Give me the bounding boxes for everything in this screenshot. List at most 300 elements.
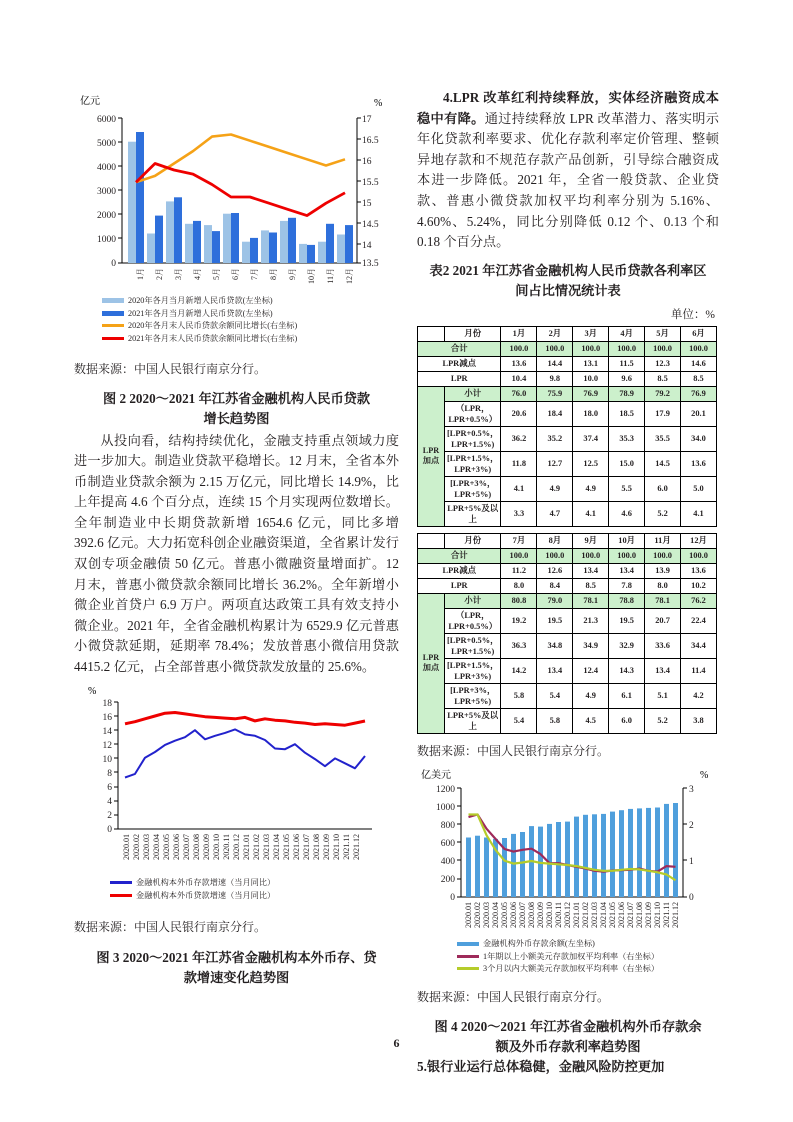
cell: 10.4 bbox=[501, 371, 537, 386]
cell: 5.2 bbox=[645, 501, 681, 526]
row-label: LPR+5%及以上 bbox=[444, 501, 501, 526]
cell: 10.0 bbox=[573, 371, 609, 386]
cell: 6.0 bbox=[645, 476, 681, 501]
legend-label: 金融机构本外币存款增速（当月同比） bbox=[136, 878, 276, 888]
table-row bbox=[418, 386, 717, 401]
cell: 78.1 bbox=[573, 593, 609, 608]
cell: 10.2 bbox=[681, 578, 717, 593]
svg-text:8月: 8月 bbox=[269, 268, 278, 280]
cell: 8.5 bbox=[573, 578, 609, 593]
svg-text:14.5: 14.5 bbox=[362, 220, 379, 230]
figure-2-svg bbox=[74, 88, 399, 293]
cell: 9.8 bbox=[537, 371, 573, 386]
svg-text:2020.04: 2020.04 bbox=[152, 833, 161, 860]
fig4-y2-unit: % bbox=[700, 769, 709, 781]
cell: 5.0 bbox=[681, 476, 717, 501]
cell: 12.6 bbox=[537, 563, 573, 578]
table-row bbox=[418, 593, 717, 608]
table-2-wrapper bbox=[417, 326, 719, 734]
svg-text:9月: 9月 bbox=[288, 268, 297, 280]
cell: 21.3 bbox=[573, 608, 609, 633]
svg-text:2020.03: 2020.03 bbox=[142, 833, 151, 860]
cell: 100.0 bbox=[609, 548, 645, 563]
fig3-line-deposits bbox=[125, 729, 365, 777]
svg-text:2021.03: 2021.03 bbox=[262, 833, 271, 860]
svg-text:16.5: 16.5 bbox=[362, 136, 379, 146]
cell: 13.6 bbox=[681, 563, 717, 578]
header-month-2: 2月 bbox=[537, 326, 573, 341]
svg-text:6月: 6月 bbox=[231, 268, 240, 280]
header-month-6: 6月 bbox=[681, 326, 717, 341]
row-label: LPR+5%及以上 bbox=[444, 708, 501, 733]
legend-swatch-bar-2020 bbox=[102, 298, 124, 303]
table-row bbox=[418, 451, 717, 476]
cell: 5.8 bbox=[537, 708, 573, 733]
table-2-source: 数据来源：中国人民银行南京分行。 bbox=[417, 743, 610, 758]
table-2-caption-line1: 表2 2021 年江苏省金融机构人民币贷款各利率区 bbox=[429, 262, 707, 278]
figure-2-caption-line1: 图 2 2020～2021 年江苏省金融机构人民币贷款 bbox=[102, 390, 371, 406]
row-label: （LPR，LPR+0.5%） bbox=[444, 608, 501, 633]
cell: 12.5 bbox=[573, 451, 609, 476]
cell: 13.4 bbox=[573, 563, 609, 578]
fig4-bars-fx-deposits bbox=[466, 803, 678, 897]
svg-text:18: 18 bbox=[102, 698, 112, 709]
svg-text:2021.02: 2021.02 bbox=[581, 901, 590, 928]
legend-label: 2020年各月当月新增人民币贷款(左坐标) bbox=[128, 296, 273, 305]
cell: 79.0 bbox=[537, 593, 573, 608]
figure-4-caption-line1: 图 4 2020～2021 年江苏省金融机构外币存款余 bbox=[434, 1019, 702, 1035]
cell: 20.6 bbox=[501, 401, 537, 426]
cell: 13.6 bbox=[681, 451, 717, 476]
row-label: （LPR，LPR+0.5%） bbox=[444, 401, 501, 426]
cell: 20.1 bbox=[681, 401, 717, 426]
cell: 34.0 bbox=[681, 426, 717, 451]
header-month-4: 4月 bbox=[609, 326, 645, 341]
cell: 79.2 bbox=[645, 386, 681, 401]
row-label: 小计 bbox=[444, 386, 501, 401]
table-row bbox=[418, 341, 717, 356]
cell: 8.5 bbox=[681, 371, 717, 386]
svg-text:2000: 2000 bbox=[97, 211, 116, 221]
table-row bbox=[418, 401, 717, 426]
lpr-addon-line1: LPR bbox=[422, 446, 440, 456]
row-label: 小计 bbox=[444, 593, 501, 608]
table-row bbox=[418, 548, 717, 563]
svg-text:0: 0 bbox=[111, 259, 116, 269]
cell: 20.7 bbox=[645, 608, 681, 633]
svg-text:1200: 1200 bbox=[436, 784, 455, 795]
cell: 78.1 bbox=[645, 593, 681, 608]
svg-text:2021.10: 2021.10 bbox=[332, 833, 341, 860]
svg-text:2: 2 bbox=[107, 810, 112, 821]
cell: 13.4 bbox=[609, 563, 645, 578]
svg-text:2020.07: 2020.07 bbox=[518, 901, 527, 928]
svg-text:17: 17 bbox=[362, 115, 372, 125]
svg-text:2020.11: 2020.11 bbox=[554, 901, 563, 928]
table-2-unit: 单位：% bbox=[670, 308, 715, 321]
cell: 13.4 bbox=[537, 658, 573, 683]
cell: 34.9 bbox=[573, 633, 609, 658]
svg-text:2020.05: 2020.05 bbox=[162, 833, 171, 860]
svg-text:2021.06: 2021.06 bbox=[292, 833, 301, 860]
svg-text:2021.01: 2021.01 bbox=[242, 833, 251, 860]
cell: 14.2 bbox=[501, 658, 537, 683]
cell: 34.4 bbox=[681, 633, 717, 658]
legend-item bbox=[457, 963, 719, 974]
table-row bbox=[418, 371, 717, 386]
header-blank-cell bbox=[418, 326, 445, 341]
row-label: 合计 bbox=[418, 548, 501, 563]
header-month-label: 月份 bbox=[444, 326, 501, 341]
legend-label: 2021年各月末人民币贷款余额同比增长(右坐标) bbox=[128, 333, 298, 343]
fig4-x-ticks bbox=[464, 902, 680, 928]
cell: 15.0 bbox=[609, 451, 645, 476]
row-label: LPR减点 bbox=[418, 356, 501, 371]
cell: 4.7 bbox=[537, 501, 573, 526]
svg-text:2021.12: 2021.12 bbox=[671, 901, 680, 928]
svg-text:200: 200 bbox=[440, 874, 455, 885]
svg-text:0: 0 bbox=[450, 892, 455, 903]
cell: 13.6 bbox=[501, 356, 537, 371]
svg-text:3000: 3000 bbox=[97, 187, 116, 197]
svg-text:2021.04: 2021.04 bbox=[272, 833, 281, 860]
figure-4-source: 数据来源：中国人民银行南京分行。 bbox=[417, 990, 610, 1005]
figure-3-svg bbox=[74, 682, 399, 882]
fig2-line-2020 bbox=[136, 135, 345, 183]
svg-text:2021.09: 2021.09 bbox=[322, 833, 331, 860]
cell: 75.9 bbox=[537, 386, 573, 401]
cell: 35.2 bbox=[537, 426, 573, 451]
svg-text:2021.08: 2021.08 bbox=[312, 833, 321, 860]
cell: 18.0 bbox=[573, 401, 609, 426]
figure-3-caption-line1: 图 3 2020～2021 年江苏省金融机构本外币存、贷 bbox=[96, 949, 377, 965]
svg-text:2020.09: 2020.09 bbox=[202, 833, 211, 860]
left-column bbox=[74, 88, 399, 988]
cell: 34.8 bbox=[537, 633, 573, 658]
svg-text:12: 12 bbox=[102, 740, 112, 751]
cell: 4.9 bbox=[537, 476, 573, 501]
header-month-8: 8月 bbox=[537, 533, 573, 548]
svg-text:5月: 5月 bbox=[212, 268, 221, 280]
cell: 100.0 bbox=[537, 548, 573, 563]
table-2-caption-line2: 间占比情况统计表 bbox=[515, 282, 621, 298]
cell: 12.4 bbox=[573, 658, 609, 683]
svg-text:2月: 2月 bbox=[155, 268, 164, 280]
cell: 100.0 bbox=[609, 341, 645, 356]
lpr-section-body: 通过持续释放 LPR 改革潜力、落实明示年化贷款利率要求、优化存款利率定价管理、整顿异地存款和不规范存款产品创新，引导综合融资成本进一步降低。2021 年，全省一般贷款、企业贷款、普惠小微贷款加权平均利率分别为 5.16%、4.60%、5.24%，同比分别降低 0.12 个、0.13 个和 0.18 个百分点。 bbox=[417, 110, 719, 250]
cell: 22.4 bbox=[681, 608, 717, 633]
cell: 100.0 bbox=[501, 341, 537, 356]
row-label: LPR减点 bbox=[418, 563, 501, 578]
cell: 14.6 bbox=[681, 356, 717, 371]
lpr-table-second-half bbox=[417, 533, 717, 734]
cell: 36.2 bbox=[501, 426, 537, 451]
svg-text:2020.03: 2020.03 bbox=[482, 901, 491, 928]
svg-text:16: 16 bbox=[102, 712, 112, 723]
cell: 78.8 bbox=[609, 593, 645, 608]
cell: 100.0 bbox=[573, 548, 609, 563]
cell: 6.1 bbox=[609, 683, 645, 708]
svg-text:2021.07: 2021.07 bbox=[626, 901, 635, 928]
header-month-11: 11月 bbox=[645, 533, 681, 548]
cell: 100.0 bbox=[645, 548, 681, 563]
legend-item bbox=[457, 951, 719, 962]
svg-text:2021.08: 2021.08 bbox=[635, 901, 644, 928]
fig4-line-large-usd-rate bbox=[469, 814, 676, 880]
fig2-right-axis bbox=[362, 115, 379, 269]
table-row bbox=[418, 563, 717, 578]
row-label: [LPR+0.5%，LPR+1.5%) bbox=[444, 633, 501, 658]
svg-text:14: 14 bbox=[102, 726, 112, 737]
svg-text:10: 10 bbox=[102, 754, 112, 765]
svg-text:2021.12: 2021.12 bbox=[352, 833, 361, 860]
table-row bbox=[418, 608, 717, 633]
cell: 8.4 bbox=[537, 578, 573, 593]
svg-text:0: 0 bbox=[107, 824, 112, 835]
cell: 8.5 bbox=[645, 371, 681, 386]
svg-text:2021.11: 2021.11 bbox=[662, 901, 671, 928]
figure-2-chart bbox=[74, 88, 399, 293]
fig2-x-ticks bbox=[136, 268, 354, 284]
lpr-addon-line2: 加点 bbox=[422, 456, 440, 466]
svg-text:2020.11: 2020.11 bbox=[222, 833, 231, 860]
cell: 100.0 bbox=[573, 341, 609, 356]
next-section-heading: 5.银行业运行总体稳健，金融风险防控更加 bbox=[417, 1059, 665, 1075]
svg-text:15.5: 15.5 bbox=[362, 178, 379, 188]
svg-text:2020.02: 2020.02 bbox=[473, 901, 482, 928]
legend-item bbox=[102, 308, 399, 319]
cell: 6.0 bbox=[609, 708, 645, 733]
row-label: [LPR+0.5%，LPR+1.5%) bbox=[444, 426, 501, 451]
cell: 8.0 bbox=[501, 578, 537, 593]
svg-text:1: 1 bbox=[689, 856, 694, 867]
cell: 4.5 bbox=[573, 708, 609, 733]
cell: 35.3 bbox=[609, 426, 645, 451]
lpr-section-paragraph bbox=[417, 88, 719, 253]
svg-text:2021.05: 2021.05 bbox=[608, 901, 617, 928]
svg-text:2020.02: 2020.02 bbox=[132, 833, 141, 860]
legend-swatch-line-2020 bbox=[102, 324, 124, 327]
svg-text:2020.09: 2020.09 bbox=[536, 901, 545, 928]
svg-text:2021.03: 2021.03 bbox=[590, 901, 599, 928]
svg-text:400: 400 bbox=[440, 856, 455, 867]
cell: 76.2 bbox=[681, 593, 717, 608]
fig2-y-unit: 亿元 bbox=[80, 96, 100, 107]
lpr-section-heading: 4.LPR 改革红利持续释放，实体经济融资成本稳中有降。 bbox=[417, 90, 719, 126]
cell: 3.3 bbox=[501, 501, 537, 526]
cell: 36.3 bbox=[501, 633, 537, 658]
header-month-5: 5月 bbox=[645, 326, 681, 341]
svg-text:2020.01: 2020.01 bbox=[122, 833, 131, 860]
svg-text:2020.08: 2020.08 bbox=[192, 833, 201, 860]
row-group-label-lpr-addon bbox=[418, 593, 445, 733]
fig3-y-unit: % bbox=[88, 685, 97, 697]
cell: 11.2 bbox=[501, 563, 537, 578]
cell: 4.1 bbox=[573, 501, 609, 526]
cell: 4.1 bbox=[501, 476, 537, 501]
lpr-addon-line2: 加点 bbox=[422, 663, 440, 673]
svg-text:600: 600 bbox=[440, 838, 455, 849]
svg-text:2020.10: 2020.10 bbox=[212, 833, 221, 860]
cell: 17.9 bbox=[645, 401, 681, 426]
legend-label: 3个月以内大额美元存款加权平均利率（右坐标） bbox=[483, 964, 660, 974]
legend-label: 金融机构外币存款余额(左坐标) bbox=[483, 939, 595, 949]
figure-2-source: 数据来源：中国人民银行南京分行。 bbox=[74, 361, 267, 376]
svg-text:2: 2 bbox=[689, 820, 694, 831]
cell: 32.9 bbox=[609, 633, 645, 658]
cell: 76.9 bbox=[573, 386, 609, 401]
table-row bbox=[418, 426, 717, 451]
svg-text:2021.02: 2021.02 bbox=[252, 833, 261, 860]
paragraph-text: 从投向看，结构持续优化，金融支持重点领域力度进一步加大。制造业贷款平稳增长。12 月末，全省本外币制造业贷款余额为 2.15 万亿元，同比增长 14.9%，比上年提高 4.6 个百分点，连续 15 个月实现两位数增长。全年制造业中长期贷款新增 1654.6 亿元，同比多增 392.6 亿元。大力拓宽科创企业融资渠道，全省累计发行双创专项金融债 50 亿元。普惠小微融资量增面扩。12 月末，普惠小微贷款余额同比增长 36.2%。全年新增小微企业首贷户 6.9 万户。两项直达政策工具有效支持小微企业。2021 年，全省金融机构累计为 6529.9 亿元普惠小微贷款延期，延期率 78.4%；发放普惠小微信用贷款 4415.2 亿元，占全部普惠小微贷款发放量的 25.6%。 bbox=[74, 432, 399, 675]
svg-text:2021.04: 2021.04 bbox=[599, 901, 608, 928]
svg-text:3: 3 bbox=[689, 784, 694, 795]
row-label: [LPR+3%，LPR+5%) bbox=[444, 683, 501, 708]
cell: 8.0 bbox=[645, 578, 681, 593]
cell: 35.5 bbox=[645, 426, 681, 451]
cell: 4.1 bbox=[681, 501, 717, 526]
svg-text:0: 0 bbox=[689, 892, 694, 903]
svg-text:3月: 3月 bbox=[174, 268, 183, 280]
figure-2-caption-line2: 增长趋势图 bbox=[203, 410, 270, 426]
cell: 14.5 bbox=[645, 451, 681, 476]
header-month-9: 9月 bbox=[573, 533, 609, 548]
table-row bbox=[418, 683, 717, 708]
svg-text:2021.05: 2021.05 bbox=[282, 833, 291, 860]
legend-swatch-small-usd-rate bbox=[457, 955, 479, 958]
cell: 18.5 bbox=[609, 401, 645, 426]
fig4-y-unit: 亿美元 bbox=[421, 769, 451, 781]
cell: 5.2 bbox=[645, 708, 681, 733]
row-label: LPR bbox=[418, 371, 501, 386]
row-label: [LPR+3%，LPR+5%) bbox=[444, 476, 501, 501]
cell: 100.0 bbox=[645, 341, 681, 356]
fig2-y2-unit: % bbox=[374, 98, 383, 109]
row-label: [LPR+1.5%，LPR+3%) bbox=[444, 451, 501, 476]
svg-text:4: 4 bbox=[107, 796, 112, 807]
cell: 19.5 bbox=[609, 608, 645, 633]
cell: 13.1 bbox=[573, 356, 609, 371]
legend-item bbox=[102, 333, 399, 344]
svg-text:2021.07: 2021.07 bbox=[302, 833, 311, 860]
header-month-label: 月份 bbox=[444, 533, 501, 548]
cell: 14.3 bbox=[609, 658, 645, 683]
legend-swatch-loan-growth bbox=[110, 894, 132, 897]
table-row bbox=[418, 708, 717, 733]
cell: 12.3 bbox=[645, 356, 681, 371]
table-row bbox=[418, 658, 717, 683]
legend-label: 2021年各月当月新增人民币贷款(左坐标) bbox=[128, 308, 273, 318]
legend-swatch-bar-2021 bbox=[102, 311, 124, 316]
row-group-label-lpr-addon bbox=[418, 386, 445, 526]
table-row bbox=[418, 476, 717, 501]
svg-text:12月: 12月 bbox=[345, 268, 354, 284]
header-month-7: 7月 bbox=[501, 533, 537, 548]
svg-text:2021.11: 2021.11 bbox=[342, 833, 351, 860]
cell: 78.9 bbox=[609, 386, 645, 401]
cell: 4.2 bbox=[681, 683, 717, 708]
cell: 19.2 bbox=[501, 608, 537, 633]
left-body-paragraph bbox=[74, 431, 399, 678]
svg-text:13.5: 13.5 bbox=[362, 259, 379, 269]
svg-text:1月: 1月 bbox=[136, 268, 145, 280]
cell: 11.5 bbox=[609, 356, 645, 371]
svg-text:2020.12: 2020.12 bbox=[563, 901, 572, 928]
cell: 5.4 bbox=[501, 708, 537, 733]
cell: 80.8 bbox=[501, 593, 537, 608]
cell: 100.0 bbox=[501, 548, 537, 563]
table-row bbox=[418, 633, 717, 658]
figure-3-chart bbox=[74, 682, 399, 882]
cell: 100.0 bbox=[681, 548, 717, 563]
figure-4-caption-line2: 额及外币存款利率趋势图 bbox=[495, 1039, 641, 1055]
legend-label: 金融机构本外币贷款增速（当月同比） bbox=[136, 890, 276, 900]
right-column bbox=[417, 88, 719, 1077]
row-label: 合计 bbox=[418, 341, 501, 356]
svg-text:2020.06: 2020.06 bbox=[509, 901, 518, 928]
table-header-row bbox=[418, 326, 717, 341]
table-row bbox=[418, 356, 717, 371]
fig3-left-axis bbox=[103, 699, 113, 835]
cell: 11.8 bbox=[501, 451, 537, 476]
figure-4-chart bbox=[417, 766, 719, 941]
svg-text:2020.08: 2020.08 bbox=[527, 901, 536, 928]
figure-3-source: 数据来源：中国人民银行南京分行。 bbox=[74, 919, 267, 934]
fig3-line-loans bbox=[125, 712, 365, 725]
row-label: [LPR+1.5%，LPR+3%) bbox=[444, 658, 501, 683]
svg-text:2020.05: 2020.05 bbox=[500, 901, 509, 928]
legend-item bbox=[102, 295, 399, 306]
svg-text:6000: 6000 bbox=[97, 115, 116, 125]
cell: 4.6 bbox=[609, 501, 645, 526]
figure-4-legend bbox=[457, 938, 719, 974]
cell: 5.8 bbox=[501, 683, 537, 708]
svg-text:2020.10: 2020.10 bbox=[545, 901, 554, 928]
figure-2-legend bbox=[102, 295, 399, 344]
svg-text:2021.06: 2021.06 bbox=[617, 901, 626, 928]
fig3-x-ticks bbox=[122, 834, 361, 860]
header-month-1: 1月 bbox=[501, 326, 537, 341]
svg-text:4000: 4000 bbox=[97, 163, 116, 173]
cell: 100.0 bbox=[681, 341, 717, 356]
svg-text:10月: 10月 bbox=[307, 268, 316, 284]
cell: 14.4 bbox=[537, 356, 573, 371]
cell: 4.9 bbox=[573, 476, 609, 501]
svg-text:6: 6 bbox=[107, 782, 112, 793]
header-month-10: 10月 bbox=[609, 533, 645, 548]
svg-text:16: 16 bbox=[362, 157, 372, 167]
lpr-addon-line1: LPR bbox=[422, 653, 440, 663]
svg-text:8: 8 bbox=[107, 768, 112, 779]
cell: 4.9 bbox=[573, 683, 609, 708]
cell: 13.9 bbox=[645, 563, 681, 578]
cell: 76.9 bbox=[681, 386, 717, 401]
cell: 3.8 bbox=[681, 708, 717, 733]
header-month-3: 3月 bbox=[573, 326, 609, 341]
svg-text:2020.12: 2020.12 bbox=[232, 833, 241, 860]
svg-text:14: 14 bbox=[362, 241, 372, 251]
cell: 19.5 bbox=[537, 608, 573, 633]
header-month-12: 12月 bbox=[681, 533, 717, 548]
cell: 100.0 bbox=[537, 341, 573, 356]
figure-3-caption-line2: 款增速变化趋势图 bbox=[183, 969, 290, 985]
svg-text:2020.04: 2020.04 bbox=[491, 901, 500, 928]
header-blank-cell bbox=[418, 533, 445, 548]
svg-text:2020.07: 2020.07 bbox=[182, 833, 191, 860]
legend-label: 2020年各月末人民币贷款余额同比增长(右坐标) bbox=[128, 321, 298, 330]
svg-text:1000: 1000 bbox=[436, 802, 455, 813]
legend-label: 1年期以上小额美元存款加权平均利率（右坐标） bbox=[483, 951, 660, 961]
